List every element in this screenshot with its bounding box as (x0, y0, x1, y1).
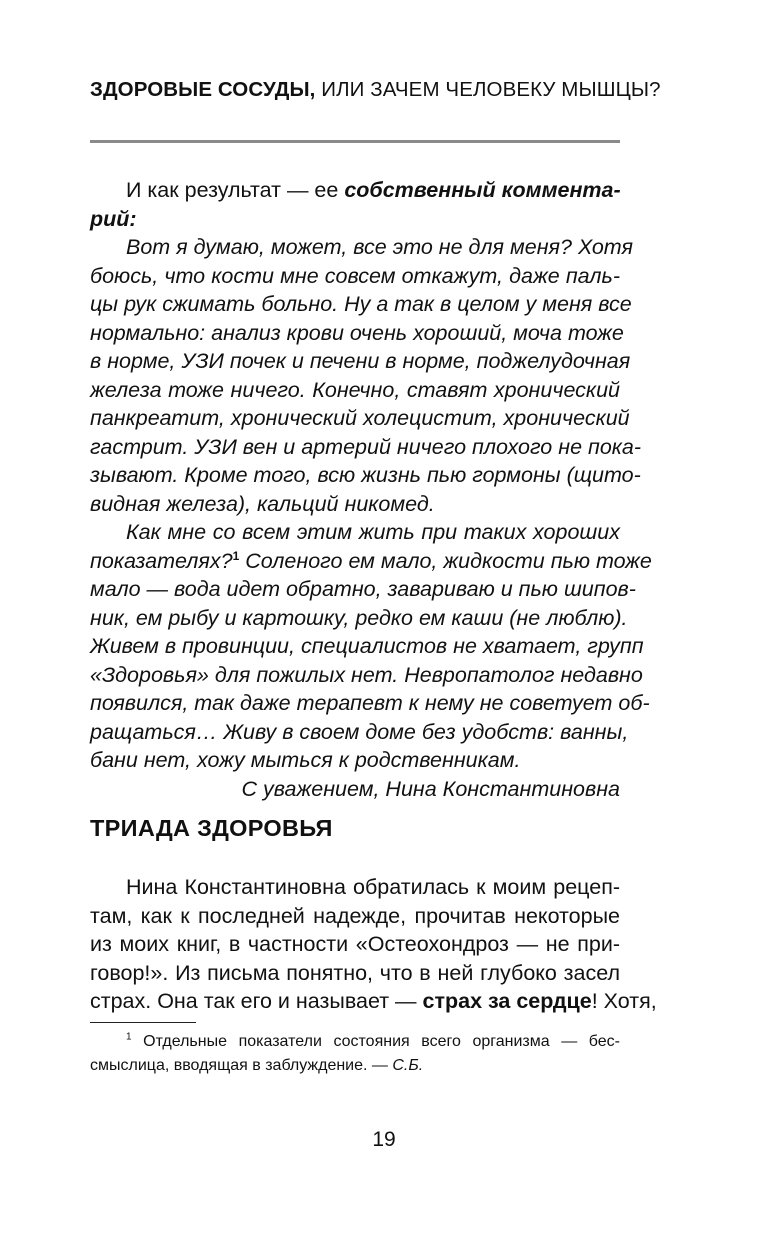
emphasis-bold: страх за сердце (422, 989, 592, 1013)
letter-signature: С уважением, Нина Константиновна (241, 776, 620, 801)
text-segment: страх. Она так его и называет — (90, 989, 423, 1013)
text-line: Как мне со всем этим жить при таких хороших (126, 520, 620, 544)
section-title: ТРИАДА ЗДОРОВЬЯ (90, 815, 333, 841)
intro-paragraph (90, 176, 620, 233)
intro-text: И как результат — ее (126, 178, 345, 202)
text-line (90, 547, 652, 576)
text-segment: смыслица, вводящая в заблуждение. — (90, 1057, 393, 1074)
text-line: ращаться… Живу в своем доме без удобств: ванны, (90, 719, 629, 744)
header-rule (90, 140, 620, 143)
page-number: 19 (372, 1128, 396, 1151)
text-line: Нина Константиновна обратилась к моим рецеп- (126, 875, 620, 899)
text-line: зывают. Кроме того, всю жизнь пью гормоны (щито- (90, 463, 641, 487)
footnote-line (90, 1030, 620, 1054)
text-line: бани нет, хожу мыться к родственникам. (90, 748, 521, 772)
text-line: говор!». Из письма понятно, что в ней глубоко засел (90, 960, 620, 985)
text-line: Вот я думаю, может, все это не для меня? Хотя (126, 235, 633, 259)
text-line: цы рук сжимать больно. Ну а так в целом у меня все (90, 292, 632, 316)
text-line: появился, так даже терапевт к нему не советует об- (90, 691, 650, 715)
text-segment: показателях? (90, 548, 233, 573)
running-header-bold: ЗДОРОВЫЕ СОСУДЫ, (90, 78, 316, 101)
text-line: нормально: анализ крови очень хороший, моча тоже (90, 320, 624, 345)
footnote-mark: 1 (126, 1031, 132, 1043)
text-line: мало — вода идет обратно, завариваю и пью шипов- (90, 577, 636, 601)
footnote (90, 1030, 620, 1078)
intro-bold-italic: собственный коммента- (344, 178, 621, 202)
text-line: там, как к последней надежде, прочитав некоторые (90, 903, 620, 928)
letter-quote (90, 233, 652, 803)
text-line (90, 987, 657, 1016)
text-line: панкреатит, хронический холецистит, хронический (90, 406, 630, 430)
text-segment: Соленого ем мало, жидкости пью тоже (239, 548, 652, 573)
footnote-separator (90, 1022, 196, 1023)
text-line: Живем в провинции, специалистов не хватает, групп (90, 634, 644, 658)
running-header-rest: ИЛИ ЗАЧЕМ ЧЕЛОВЕКУ МЫШЦЫ? (315, 78, 661, 101)
text-segment: Отдельные показатели состояния всего организма — бес- (131, 1033, 620, 1050)
footnote-line (90, 1054, 620, 1078)
text-line: в норме, УЗИ почек и печени в норме, поджелудочная (90, 349, 631, 373)
text-line: «Здоровья» для пожилых нет. Невропатолог недавно (90, 662, 643, 687)
section-paragraph (90, 873, 657, 1016)
text-line: ник, ем рыбу и картошку, редко ем каши (не люблю). (90, 605, 628, 630)
running-header (90, 78, 661, 102)
text-line (90, 176, 620, 205)
footnote-author: С.Б. (392, 1057, 424, 1074)
text-line: из моих книг, в частности «Остеохондроз — не при- (90, 932, 620, 956)
text-segment: ! Хотя, (591, 989, 657, 1013)
footnote-reference[interactable]: 1 (232, 548, 240, 563)
text-line: железа тоже ничего. Конечно, ставят хронический (90, 377, 620, 402)
text-line: боюсь, что кости мне совсем откажут, даже паль- (90, 263, 620, 288)
intro-bold-italic-end: рий: (90, 206, 137, 231)
text-line: гастрит. УЗИ вен и артерий ничего плохого не пока- (90, 434, 642, 459)
text-line: видная железа), кальций никомед. (90, 491, 435, 516)
text-line (90, 205, 620, 234)
